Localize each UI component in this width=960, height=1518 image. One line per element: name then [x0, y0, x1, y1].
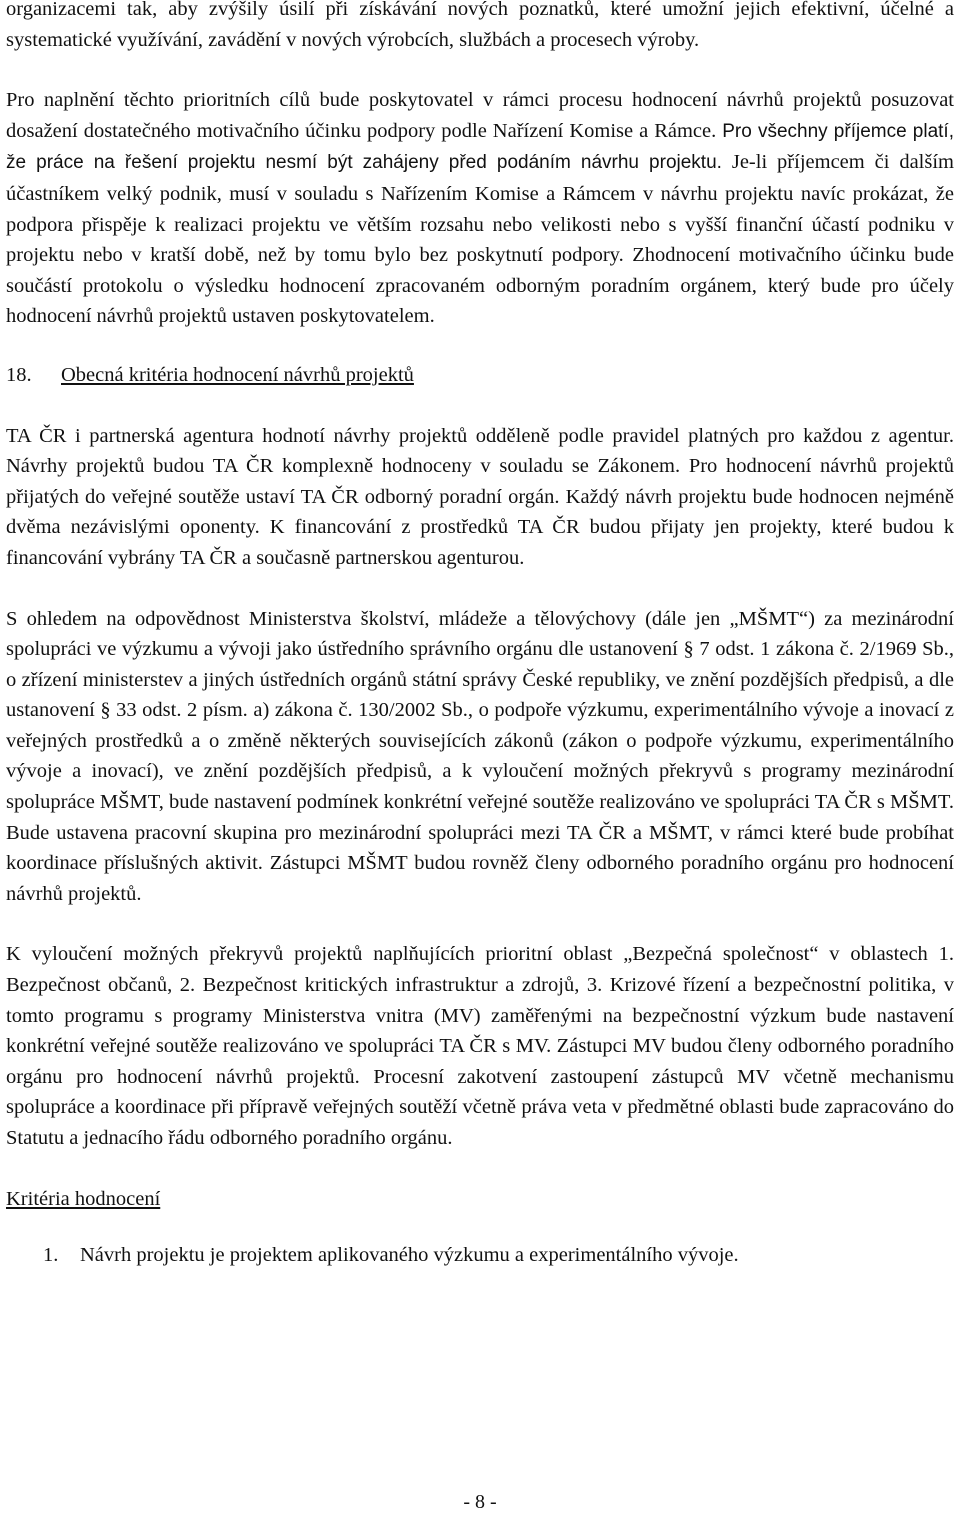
motivation-text-highlight: Pro všechny příjemce platí, že práce na řešení projektu nesmí být zahájeny před podáním návrhu projektu. — [6, 120, 954, 174]
paragraph-motivation — [6, 85, 954, 332]
motivation-text-c: Je-li příjemcem či dalším účastníkem velký podnik, musí v souladu s Nařízením Komise a Rámcem v návrhu projektu navíc prokázat, že podpora přispěje k realizaci projektu ve větším rozsahu nebo velikosti nebo s vyšší finanční účastí podniku v projektu nebo v kratší době, než by tomu bylo bez poskytnutí podpory. Zhodnocení motivačního účinku bude součástí protokolu o výsledku hodnocení zpracovaném odborným poradním orgánem, který bude pro účely hodnocení návrhů projektů ustaven poskytovatelem. — [6, 151, 954, 328]
paragraph-security: K vyloučení možných překryvů projektů naplňujících prioritní oblast „Bezpečná společnost“ v oblastech 1. Bezpečnost občanů, 2. Bezpečnost kritických infrastruktur a zdrojů, 3. Krizové řízení a bezpečnostní politika, v tomto programu s programy Ministerstva vnitra (MV) zaměřenými na bezpečnostní výzkum bude nastavení konkrétní veřejné soutěže realizováno ve spolupráci TA ČR s MV. Zástupci MV budou členy odborného poradního orgánu pro hodnocení návrhů projektů. Procesní zakotvení zastoupení zástupců MV včetně mechanismu spolupráce a koordinace při přípravě veřejných soutěží včetně práva veta v předmětné oblasti bude zapracováno do Statutu a jednacího řádu odborného poradního orgánu. — [6, 943, 954, 1149]
section-number: 18. — [6, 363, 32, 386]
list-text: Návrh projektu je projektem aplikovaného výzkumu a experimentálního vývoje. — [80, 1244, 739, 1267]
list-number: 1. — [43, 1244, 59, 1267]
criteria-heading-text: Kritéria hodnocení — [6, 1187, 161, 1210]
criteria-heading — [6, 1184, 954, 1215]
section-title: Obecná kritéria hodnocení návrhů projektů — [61, 363, 414, 386]
paragraph-msmt: S ohledem na odpovědnost Ministerstva školství, mládeže a tělovýchovy (dále jen „MŠMT“) za mezinárodní spolupráci ve výzkumu a vývoji jako ústředního správního orgánu dle ustanovení § 7 odst. 1 zákona č. 2/1969 Sb., o zřízení ministerstev a jiných ústředních orgánů státní správy České republiky, ve znění pozdějších předpisů, a dle ustanovení § 33 odst. 2 písm. a) zákona č. 130/2002 Sb., o podpoře výzkumu, experimentálního vývoje a inovací z veřejných prostředků a o změně některých souvisejících zákonů (zákon o podpoře výzkumu, experimentálního vývoje a inovací), ve znění pozdějších předpisů, a k vyloučení možných překryvů s programy mezinárodní spolupráce MŠMT, bude nastavení podmínek konkrétní veřejné soutěže realizováno ve spolupráci TA ČR s MŠMT. Bude ustavena pracovní skupina pro mezinárodní spolupráci mezi TA ČR a MŠMT, v rámci které bude probíhat koordinace příslušných aktivit. Zástupci MŠMT budou rovněž členy odborného poradního orgánu pro hodnocení návrhů projektů. — [6, 607, 954, 905]
criteria-list-item — [6, 1240, 954, 1271]
paragraph-intro: organizacemi tak, aby zvýšily úsilí při získávání nových poznatků, které umožní jejich efektivní, účelné a systematické využívání, zavádění v nových výrobcích, službách a procesech výroby. — [6, 0, 954, 51]
section-heading-18 — [6, 360, 954, 391]
motivation-text-a: Pro naplnění těchto prioritních cílů bude poskytovatel v rámci procesu hodnocení návrhů projektů posuzovat dosažení dostatečného motivačního účinku podpory podle Nařízení Komise a Rámce. — [6, 89, 954, 142]
page-number: - 8 - — [463, 1491, 497, 1513]
paragraph-evaluation: TA ČR i partnerská agentura hodnotí návrhy projektů odděleně podle pravidel platných pro každou z agentur. Návrhy projektů budou TA ČR komplexně hodnoceny v souladu se Zákonem. Pro hodnocení návrhů projektů přijatých do veřejné soutěže ustaví TA ČR odborný poradní orgán. Každý návrh projektu bude hodnocen nejméně dvěma nezávislými oponenty. K financování z prostředků TA ČR budou přijaty jen projekty, které budou k financování vybrány TA ČR a současně partnerskou agenturou. — [6, 424, 954, 569]
